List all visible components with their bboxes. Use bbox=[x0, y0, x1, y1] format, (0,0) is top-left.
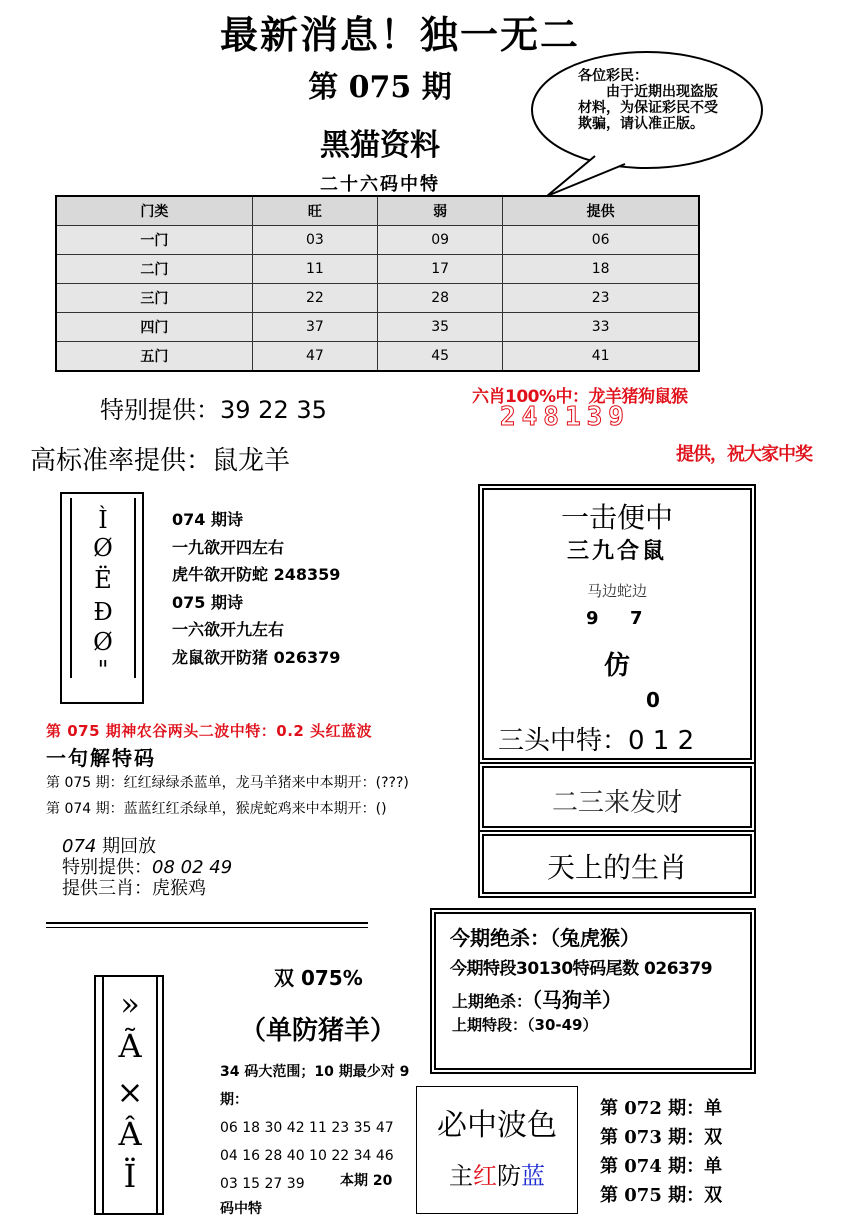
kill-label: 上期绝杀： bbox=[452, 992, 533, 1011]
kill-line bbox=[452, 984, 622, 1013]
review-three-label: 提供三肖： bbox=[62, 878, 152, 899]
poem-line: 虎牛欲开防蛇 248359 bbox=[172, 565, 341, 584]
page-title: 最新消息！独一无二 bbox=[219, 12, 580, 57]
number-line: 06 18 30 42 11 23 35 47 bbox=[220, 1120, 394, 1136]
review-issue: 074 bbox=[62, 836, 97, 857]
glyph: Ð bbox=[93, 598, 113, 626]
table-cell: 三门 bbox=[56, 284, 252, 313]
table-cell: 一门 bbox=[56, 226, 252, 255]
bubble-line1: 各位彩民： bbox=[578, 68, 648, 84]
three-head-text: 三头中特：0 1 2 bbox=[498, 726, 695, 756]
history-list bbox=[600, 1094, 722, 1210]
table-cell: 四门 bbox=[56, 313, 252, 342]
history-item bbox=[600, 1181, 722, 1210]
glyph: » bbox=[120, 985, 140, 1023]
history-item bbox=[600, 1094, 722, 1123]
high-accuracy bbox=[30, 440, 290, 477]
wave-fang: 防 bbox=[497, 1162, 521, 1190]
table-cell: 17 bbox=[377, 255, 502, 284]
wave-title: 必中波色 bbox=[437, 1108, 557, 1143]
history-value: 单 bbox=[704, 1098, 723, 1119]
table-cell: 41 bbox=[503, 342, 699, 372]
six-zodiac-text: 六肖100%中：龙羊猪狗鼠猴 bbox=[472, 387, 688, 407]
history-item bbox=[600, 1152, 722, 1181]
current-20: 本期 20 bbox=[340, 1173, 393, 1189]
table-cell: 五门 bbox=[56, 342, 252, 372]
history-value: 双 bbox=[704, 1185, 723, 1206]
single-pig-text: （单防猪羊） bbox=[240, 1016, 397, 1046]
shennong-text: 第 075 期神农谷两头二波中特：0.2 头红蓝波 bbox=[46, 722, 373, 740]
hit-title: 一击便中 bbox=[560, 501, 673, 534]
poem-line: 074 期诗 bbox=[172, 510, 243, 529]
vertical-glyph-box bbox=[94, 975, 164, 1215]
code-special: 码中特 bbox=[220, 1201, 262, 1217]
table-row bbox=[56, 313, 699, 342]
poem-block bbox=[172, 506, 340, 671]
kill-value: （马狗羊） bbox=[532, 988, 623, 1012]
issue-line: 第 074 期：蓝蓝红红杀绿单，猴虎蛇鸡来中本期开：() bbox=[46, 801, 387, 817]
glyph: Ã bbox=[118, 1027, 142, 1065]
review-special bbox=[62, 857, 232, 878]
number-line: 03 15 27 39 bbox=[220, 1176, 305, 1192]
column-header: 弱 bbox=[377, 196, 502, 226]
high-accuracy-value: 鼠龙羊 bbox=[212, 446, 291, 476]
hit-fang: 仿 bbox=[603, 651, 630, 681]
kill-line: 上期特段：（30-49） bbox=[452, 1016, 598, 1034]
hit-zero: 0 bbox=[646, 688, 660, 712]
gate-table bbox=[55, 195, 700, 372]
table-cell: 22 bbox=[252, 284, 377, 313]
hit-number: 7 bbox=[630, 608, 643, 629]
column-header: 提供 bbox=[503, 196, 699, 226]
special-provide-label: 特别提供： bbox=[100, 396, 220, 424]
wave-blue: 蓝 bbox=[521, 1162, 545, 1190]
special-provide bbox=[100, 390, 327, 425]
table-row bbox=[56, 226, 699, 255]
divider bbox=[46, 927, 368, 928]
hit-number: 9 bbox=[586, 608, 599, 629]
table-row bbox=[56, 255, 699, 284]
table-cell: 06 bbox=[503, 226, 699, 255]
hit-side: 马边蛇边 bbox=[586, 582, 647, 600]
sky-zodiac-text: 天上的生肖 bbox=[546, 851, 687, 884]
special-provide-numbers: 39 22 35 bbox=[220, 396, 327, 424]
kill-line: 今期绝杀：（兔虎猴） bbox=[450, 926, 640, 950]
review-three-value: 虎猴鸡 bbox=[152, 878, 206, 899]
one-line-title: 一句解特码 bbox=[46, 746, 156, 770]
table-cell: 45 bbox=[377, 342, 502, 372]
glyph: " bbox=[97, 656, 109, 684]
issue-number: 第 075 期 bbox=[308, 70, 452, 105]
review-block bbox=[62, 836, 232, 899]
glyph: Ø bbox=[93, 628, 113, 656]
vertical-glyph-frame bbox=[102, 977, 158, 1213]
glyph: Ì bbox=[98, 506, 108, 534]
table-cell: 23 bbox=[503, 284, 699, 313]
fortune-text: 二三来发财 bbox=[551, 788, 682, 818]
wave-desc bbox=[416, 1156, 578, 1191]
range-text: 34 码大范围；10 期最少对 9 期： bbox=[220, 1064, 410, 1108]
table-cell: 二门 bbox=[56, 255, 252, 284]
column-header: 旺 bbox=[252, 196, 377, 226]
table-header-row bbox=[56, 196, 699, 226]
history-label: 第 073 期： bbox=[600, 1127, 705, 1148]
review-three bbox=[62, 878, 232, 899]
table-row bbox=[56, 284, 699, 313]
glyph: Ë bbox=[94, 566, 112, 594]
page-subtitle: 黑猫资料 bbox=[320, 128, 440, 163]
vertical-glyph-box bbox=[60, 492, 144, 704]
table-cell: 35 bbox=[377, 313, 502, 342]
history-value: 双 bbox=[704, 1127, 723, 1148]
table-cell: 37 bbox=[252, 313, 377, 342]
glyph: Â bbox=[118, 1115, 142, 1153]
table-cell: 09 bbox=[377, 226, 502, 255]
six-zodiac-numbers: 248139 bbox=[500, 402, 630, 432]
poem-line: 一六欲开九左右 bbox=[172, 620, 285, 639]
table-cell: 28 bbox=[377, 284, 502, 313]
history-label: 第 072 期： bbox=[600, 1098, 705, 1119]
glyph: Ï bbox=[123, 1157, 137, 1195]
review-title-suffix: 期回放 bbox=[102, 836, 157, 857]
number-line: 04 16 28 40 10 22 34 46 bbox=[220, 1148, 394, 1164]
hit-subtitle: 三九合鼠 bbox=[566, 538, 667, 564]
table-row bbox=[56, 342, 699, 372]
wave-red: 红 bbox=[473, 1162, 497, 1190]
glyph: × bbox=[116, 1073, 144, 1111]
column-header: 门类 bbox=[56, 196, 252, 226]
history-value: 单 bbox=[704, 1156, 723, 1177]
table-cell: 47 bbox=[252, 342, 377, 372]
wish-text: 提供，祝大家中奖 bbox=[676, 444, 812, 465]
glyph: Ø bbox=[93, 534, 113, 562]
review-title bbox=[62, 836, 232, 857]
high-accuracy-label: 高标准率提供： bbox=[30, 446, 213, 476]
history-label: 第 075 期： bbox=[600, 1185, 705, 1206]
table-cell: 03 bbox=[252, 226, 377, 255]
review-special-nums: 08 02 49 bbox=[152, 857, 233, 878]
history-label: 第 074 期： bbox=[600, 1156, 705, 1177]
bubble-line2: 由于近期出现盗版材料，为保证彩民不受欺骗，请认准正版。 bbox=[578, 84, 718, 132]
poem-line: 一九欲开四左右 bbox=[172, 537, 285, 557]
table-cell: 11 bbox=[252, 255, 377, 284]
vertical-glyph-frame bbox=[70, 498, 136, 684]
table-cell: 33 bbox=[503, 313, 699, 342]
history-item bbox=[600, 1123, 722, 1152]
review-special-label: 特别提供： bbox=[62, 857, 152, 878]
issue-line: 第 075 期：红红绿绿杀蓝单，龙马羊猪来中本期开：(???) bbox=[46, 775, 409, 791]
poem-line: 龙鼠欲开防猪 026379 bbox=[172, 647, 341, 667]
double-75: 双 075% bbox=[274, 966, 363, 990]
divider bbox=[46, 922, 368, 924]
poem-line: 075 期诗 bbox=[172, 592, 243, 612]
bubble-text bbox=[578, 68, 728, 152]
table-cell: 18 bbox=[503, 255, 699, 284]
kill-line: 今期特段30130特码尾数 026379 bbox=[450, 959, 713, 979]
wave-main: 主 bbox=[449, 1162, 473, 1190]
table-caption: 二十六码中特 bbox=[320, 174, 440, 195]
